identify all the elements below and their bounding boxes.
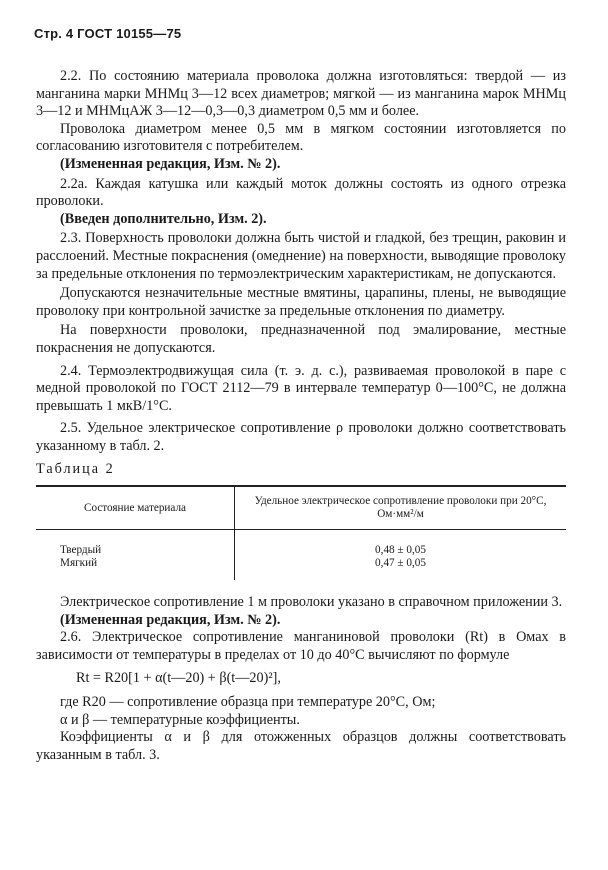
- amendment-note-3: (Измененная редакция, Изм. № 2).: [60, 611, 281, 628]
- table-header-state: Состояние материала: [36, 486, 235, 530]
- paragraph-2-4: 2.4. Термоэлектродвижущая сила (т. э. д. с.), развиваемая проволокой в паре с медной проволокой по ГОСТ 2112—79 в интервале температур 0—100°С, не должна превышать 1 мкВ/1°С.: [36, 362, 566, 414]
- paragraph-2-5-note: Электрическое сопротивление 1 м проволоки указано в справочном приложении 3.: [60, 594, 563, 611]
- paragraph-2-5: 2.5. Удельное электрическое сопротивление ρ проволоки должно соответствовать указанному в табл. 2.: [36, 420, 566, 454]
- paragraph-2-2a: 2.2a. Каждая катушка или каждый моток должны состоять из одного отрезка проволоки.: [36, 175, 566, 210]
- paragraph-2-2-note: Проволока диаметром менее 0,5 мм в мягком состоянии изготовляется по согласованию изготовителя с потребителем.: [36, 120, 566, 155]
- table-cell-value: 0,47 ± 0,05: [375, 557, 426, 570]
- amendment-note-1: (Измененная редакция, Изм. № 2).: [60, 155, 281, 172]
- page-header: Стр. 4 ГОСТ 10155—75: [34, 26, 182, 41]
- document-body: [36, 68, 566, 764]
- resistivity-table: [36, 485, 566, 580]
- formula-legend-coeffs: α и β — температурные коэффициенты.: [60, 711, 300, 728]
- table-row: [36, 557, 566, 580]
- paragraph-2-2: 2.2. По состоянию материала проволока должна изготовляться: твердой — из манганина марки МНМц 3—12 всех диаметров; мягкой — из манганина марок МНМц 3—12 и МНМцАЖ 3—12—0,3—0,3 диаметром 0,5 мм и более.: [36, 68, 566, 120]
- formula: Rt = R20[1 + α(t—20) + β(t—20)²],: [76, 670, 281, 687]
- table-caption: Таблица 2: [36, 461, 115, 478]
- formula-legend-r20: где R20 — сопротивление образца при температуре 20°С, Ом;: [60, 694, 436, 711]
- table-cell-state: Мягкий: [36, 557, 235, 580]
- table-cell-value: 0,48 ± 0,05: [375, 544, 426, 557]
- paragraph-2-3-dents: Допускаются незначительные местные вмятины, царапины, плены, не выводящие проволоку при контрольной зачистке за предельные отклонения по диаметру.: [36, 285, 566, 319]
- amendment-note-2: (Введен дополнительно, Изм. 2).: [60, 210, 267, 227]
- paragraph-2-3-enamel: На поверхности проволоки, предназначенной под эмалирование, местные покраснения не допускаются.: [36, 322, 566, 356]
- table-row: [36, 530, 566, 558]
- table-header-resistivity: Удельное электрическое сопротивление проволоки при 20°С, Ом·мм²/м: [235, 486, 567, 530]
- paragraph-2-3: 2.3. Поверхность проволоки должна быть чистой и гладкой, без трещин, раковин и расслоений. Местные покраснения (омеднение) на поверхности, выводящие проволоку за предельные отклонения по термоэлектрическим характеристикам, не допускаются.: [36, 230, 566, 282]
- paragraph-2-6-coeffs: Коэффициенты α и β для отожженных образцов должны соответствовать указанным в табл. 3.: [36, 729, 566, 763]
- paragraph-2-6: 2.6. Электрическое сопротивление манганиновой проволоки (Rt) в Омах в зависимости от температуры в пределах от 10 до 40°С вычисляют по формуле: [36, 629, 566, 663]
- table-cell-state: Твердый: [36, 530, 235, 558]
